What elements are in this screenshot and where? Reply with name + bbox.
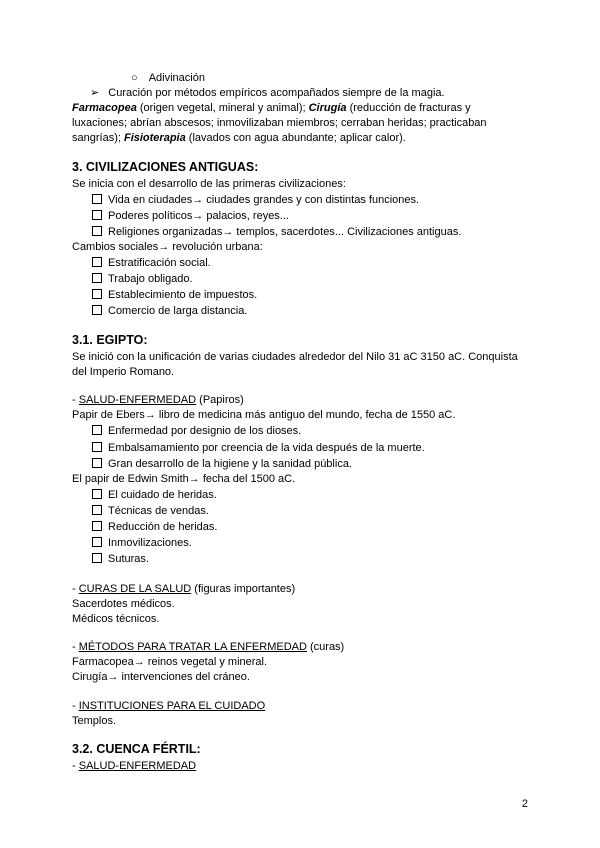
section-heading: 3.2. CUENCA FÉRTIL: (72, 742, 201, 756)
checklist-item: Gran desarrollo de la higiene y la sanidad pública. (92, 457, 352, 471)
list-item: ○ Adivinación (131, 72, 205, 84)
checkbox-icon (92, 442, 102, 452)
checkbox-icon (92, 505, 102, 515)
paragraph-line: Se inicia con el desarrollo de las primeras civilizaciones: (72, 178, 346, 190)
checklist-item: El cuidado de heridas. (92, 488, 217, 502)
paragraph-line: Médicos técnicos. (72, 613, 160, 625)
paragraph-line: Papir de Ebers→ libro de medicina más antiguo del mundo, fecha de 1550 aC. (72, 409, 456, 421)
checkbox-icon (92, 458, 102, 468)
subsection-heading: - SALUD-ENFERMEDAD (Papiros) (72, 394, 244, 406)
section-heading: 3.1. EGIPTO: (72, 333, 148, 347)
subsection-heading: - CURAS DE LA SALUD (figuras importantes) (72, 583, 296, 595)
checklist-item: Establecimiento de impuestos. (92, 288, 257, 302)
paragraph-line: del Imperio Romano. (72, 366, 175, 378)
checklist-item: Comercio de larga distancia. (92, 304, 247, 318)
checklist-item: Poderes políticos→ palacios, reyes... (92, 209, 289, 223)
checklist-item: Vida en ciudades→ ciudades grandes y con distintas funciones. (92, 193, 419, 207)
checklist-item: Embalsamamiento por creencia de la vida después de la muerte. (92, 441, 425, 455)
subsection-heading: - MÉTODOS PARA TRATAR LA ENFERMEDAD (curas) (72, 641, 345, 653)
checkbox-icon (92, 537, 102, 547)
checklist-item: Estratificación social. (92, 256, 211, 270)
checkbox-icon (92, 226, 102, 236)
section-heading: 3. CIVILIZACIONES ANTIGUAS: (72, 160, 259, 174)
checklist-item: Suturas. (92, 552, 149, 566)
checklist-item: Trabajo obligado. (92, 272, 193, 286)
paragraph-line: Cirugía→ intervenciones del cráneo. (72, 671, 250, 683)
checklist-item: Técnicas de vendas. (92, 504, 209, 518)
paragraph-line: Sacerdotes médicos. (72, 598, 175, 610)
checkbox-icon (92, 194, 102, 204)
checkbox-icon (92, 305, 102, 315)
circle-bullet-icon: ○ (131, 72, 138, 84)
checkbox-icon (92, 425, 102, 435)
checkbox-icon (92, 521, 102, 531)
paragraph-line: luxaciones; abrían abscesos; inmovilizaban miembros; cerraban heridas; practicaban (72, 117, 487, 129)
checklist-item: Inmovilizaciones. (92, 536, 192, 550)
list-item: ➢ Curación por métodos empíricos acompañados siempre de la magia. (90, 87, 445, 99)
checkbox-icon (92, 257, 102, 267)
page-number: 2 (521, 798, 528, 810)
checkbox-icon (92, 210, 102, 220)
checkbox-icon (92, 489, 102, 499)
paragraph-line: El papir de Edwin Smith→ fecha del 1500 aC. (72, 473, 296, 485)
checkbox-icon (92, 273, 102, 283)
paragraph-line: Cambios sociales→ revolución urbana: (72, 241, 263, 253)
paragraph-line: Templos. (72, 715, 117, 727)
arrow-bullet-icon: ➢ (90, 87, 100, 99)
checklist-item: Enfermedad por designio de los dioses. (92, 424, 301, 438)
subsection-heading: - INSTITUCIONES PARA EL CUIDADO (72, 700, 266, 712)
checkbox-icon (92, 289, 102, 299)
checklist-item: Religiones organizadas→ templos, sacerdotes... Civilizaciones antiguas. (92, 225, 461, 239)
checklist-item: Reducción de heridas. (92, 520, 217, 534)
paragraph-line: sangrías); Fisioterapia (lavados con agua abundante; aplicar calor). (72, 132, 406, 144)
checkbox-icon (92, 553, 102, 563)
paragraph-line: Se inició con la unificación de varias ciudades alrededor del Nilo 31 aC 3150 aC. Conquista (72, 351, 518, 363)
paragraph-line: Farmacopea→ reinos vegetal y mineral. (72, 656, 268, 668)
paragraph-line: Farmacopea (origen vegetal, mineral y animal); Cirugía (reducción de fracturas y (72, 102, 471, 114)
subsection-heading: - SALUD-ENFERMEDAD (72, 760, 197, 772)
